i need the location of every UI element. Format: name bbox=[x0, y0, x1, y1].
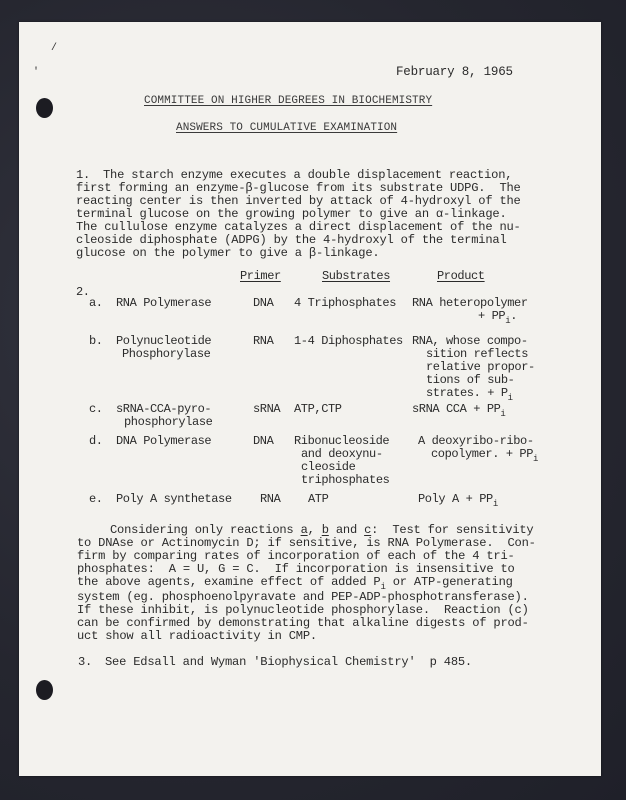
enzyme-name: DNA Polymerase bbox=[116, 434, 212, 448]
ink-mark: ' bbox=[33, 67, 40, 78]
discussion-intro: Considering only reactions bbox=[110, 523, 301, 537]
discussion-line: phosphates: A = U, G = C. If incorporation is insensitive to bbox=[77, 562, 515, 576]
primer: sRNA bbox=[253, 402, 281, 416]
discussion-text: the above agents, examine effect of added P bbox=[77, 575, 381, 589]
primer: RNA bbox=[260, 492, 281, 506]
product-tail-text: + PP bbox=[478, 309, 506, 323]
subscript: i bbox=[505, 316, 511, 326]
product: RNA, whose compo- bbox=[412, 334, 528, 348]
product-tail-text: sRNA CCA + PP bbox=[412, 402, 501, 416]
row-label: e. bbox=[89, 492, 103, 506]
enzyme-name: Phosphorylase bbox=[122, 347, 211, 361]
product-tail-text: copolymer. + PP bbox=[431, 447, 534, 461]
header-primer: Primer bbox=[240, 269, 281, 283]
reaction-ref-c: c bbox=[364, 523, 372, 537]
q1-line: The starch enzyme executes a double displacement reaction, bbox=[103, 168, 513, 182]
discussion-text: or ATP-generating bbox=[385, 575, 513, 589]
subscript: i bbox=[492, 499, 498, 509]
discussion-line: system (eg. phosphoenolpyravate and PEP-ADP-phosphotransferase). bbox=[77, 590, 529, 604]
row-label: d. bbox=[89, 434, 103, 448]
q3-answer: See Edsall and Wyman 'Biophysical Chemistry' p 485. bbox=[105, 655, 472, 669]
q1-line: The cullulose enzyme catalyzes a direct displacement of the nu- bbox=[76, 220, 521, 234]
discussion-line bbox=[110, 524, 534, 537]
reaction-ref-b: b bbox=[321, 523, 329, 537]
discussion-line: If these inhibit, is polynucleotide phosphorylase. Reaction (c) bbox=[77, 603, 529, 617]
q1-line: glucose on the polymer to give a β-linkage. bbox=[76, 246, 380, 260]
separator: , bbox=[307, 523, 322, 537]
primer: RNA bbox=[253, 334, 274, 348]
substrates: Ribonucleoside bbox=[294, 434, 390, 448]
header-product: Product bbox=[437, 269, 485, 283]
product-tail bbox=[431, 447, 539, 464]
product-tail-suffix: . bbox=[510, 309, 518, 323]
product-tail bbox=[418, 492, 498, 509]
enzyme-name: sRNA-CCA-pyro- bbox=[116, 402, 212, 416]
row-label: c. bbox=[89, 402, 103, 416]
product: RNA heteropolymer bbox=[412, 296, 528, 310]
product-tail-text: Poly A + PP bbox=[418, 492, 493, 506]
discussion-line: can be confirmed by demonstrating that alkaline digests of prod- bbox=[77, 616, 529, 630]
product-tail bbox=[412, 402, 506, 419]
q1-number: 1. bbox=[76, 168, 91, 182]
discussion-line: firm by comparing rates of incorporation of each of the 4 tri- bbox=[77, 549, 515, 563]
product: relative propor- bbox=[426, 360, 535, 374]
discussion-after: : Test for sensitivity bbox=[371, 523, 534, 537]
product-tail bbox=[478, 309, 518, 326]
reaction-ref-a: a bbox=[300, 523, 308, 537]
q1-line: reacting center is then inverted by attack of 4-hydroxyl of the bbox=[76, 194, 521, 208]
row-label: b. bbox=[89, 334, 103, 348]
substrates: 1-4 Diphosphates bbox=[294, 334, 403, 348]
punch-hole-bottom bbox=[36, 680, 53, 700]
substrates: 4 Triphosphates bbox=[294, 296, 397, 310]
substrates: triphosphates bbox=[301, 473, 390, 487]
substrates: ATP,CTP bbox=[294, 402, 342, 416]
subscript: i bbox=[533, 454, 539, 464]
product: tions of sub- bbox=[426, 373, 515, 387]
primer: DNA bbox=[253, 296, 274, 310]
document-date: February 8, 1965 bbox=[396, 65, 513, 79]
q1-line: cleoside diphosphate (ADPG) by the 4-hydroxyl of the terminal bbox=[76, 233, 507, 247]
row-label: a. bbox=[89, 296, 103, 310]
q3-number: 3. bbox=[78, 655, 93, 669]
separator: and bbox=[328, 523, 365, 537]
discussion-line: uct show all radioactivity in CMP. bbox=[77, 629, 317, 643]
substrates: and deoxynu- bbox=[301, 447, 383, 461]
q2-number: 2. bbox=[76, 285, 90, 299]
enzyme-name: Poly A synthetase bbox=[116, 492, 232, 506]
discussion-line: to DNAse or Actinomycin D; if sensitive, is RNA Polymerase. Con- bbox=[77, 536, 536, 550]
product: A deoxyribo-ribo- bbox=[418, 434, 534, 448]
header-substrates: Substrates bbox=[322, 269, 391, 283]
discussion-line bbox=[77, 575, 513, 592]
subscript: i bbox=[380, 582, 386, 592]
substrates: cleoside bbox=[301, 460, 356, 474]
product-tail bbox=[426, 386, 513, 403]
primer: DNA bbox=[253, 434, 274, 448]
enzyme-name: Polynucleotide bbox=[116, 334, 212, 348]
ink-mark: / bbox=[51, 43, 58, 54]
product-tail-text: strates. + P bbox=[426, 386, 508, 400]
document-title: COMMITTEE ON HIGHER DEGREES IN BIOCHEMISTRY bbox=[144, 95, 433, 107]
enzyme-name: phosphorylase bbox=[124, 415, 213, 429]
punch-hole-top bbox=[36, 98, 53, 118]
q1-line: terminal glucose on the growing polymer to give an α-linkage. bbox=[76, 207, 507, 221]
document-subtitle: ANSWERS TO CUMULATIVE EXAMINATION bbox=[176, 122, 398, 134]
q1-line: first forming an enzyme-β-glucose from its substrate UDPG. The bbox=[76, 181, 521, 195]
product: sition reflects bbox=[426, 347, 529, 361]
subscript: i bbox=[500, 409, 506, 419]
subscript: i bbox=[507, 393, 513, 403]
enzyme-name: RNA Polymerase bbox=[116, 296, 212, 310]
substrates: ATP bbox=[308, 492, 329, 506]
